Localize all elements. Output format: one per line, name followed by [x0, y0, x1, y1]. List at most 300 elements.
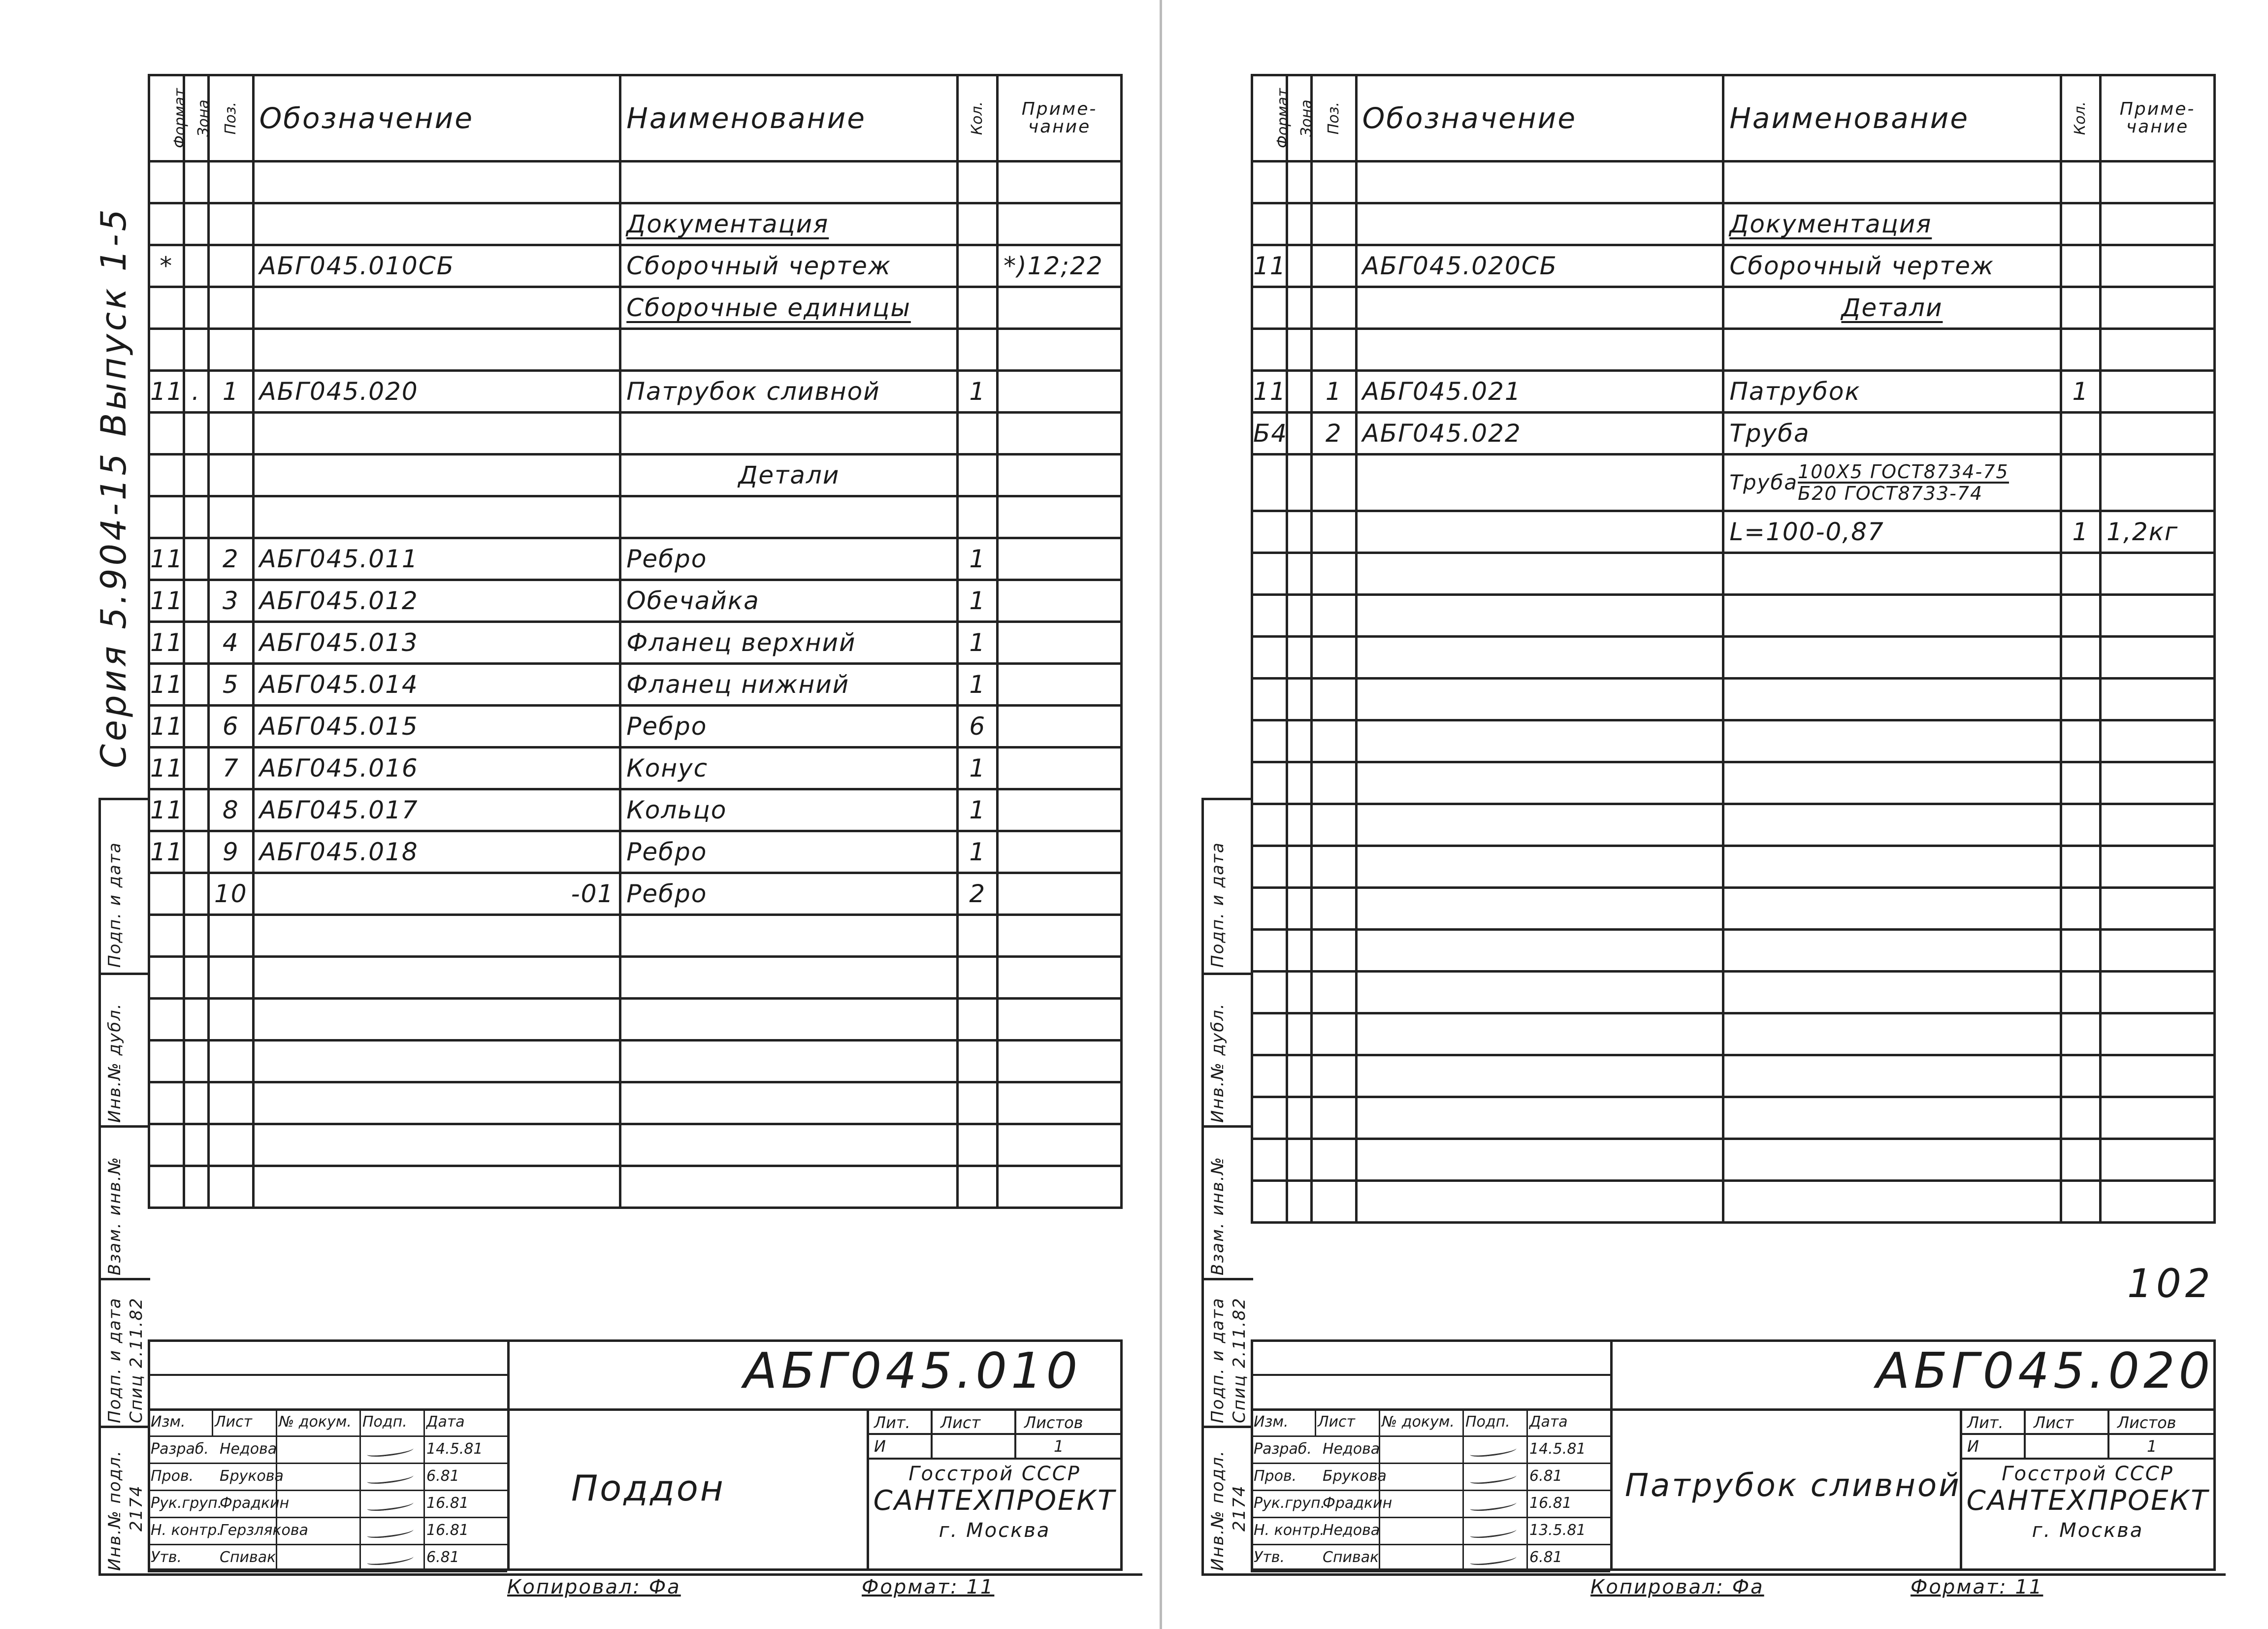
sidebar-inv: 2174: [127, 1485, 146, 1531]
cell-note: [2101, 1055, 2215, 1097]
cell-zone: [1287, 287, 1311, 329]
cell-name: Обечайка: [620, 580, 958, 622]
cell-zone: [1287, 1013, 1311, 1055]
cell-pos: [1311, 329, 1356, 371]
cell-name: Документация: [1723, 203, 2061, 245]
tube-bottom: Б20 ГОСТ8733-74: [1798, 483, 1983, 504]
org-ministry: Госстрой СССР: [2002, 1463, 2174, 1485]
cell-pos: [1311, 720, 1356, 762]
cell-pos: [1311, 762, 1356, 804]
cell-pos: 5: [208, 664, 253, 706]
col-zone: Зона: [184, 75, 208, 162]
cell-note: [998, 496, 1122, 538]
cell-name: [1723, 455, 2061, 511]
cell-zone: [184, 329, 208, 371]
cell-note: [2101, 637, 2215, 679]
cell-zone: [184, 1082, 208, 1124]
lit-value: И: [1967, 1437, 1979, 1456]
cell-format: 11: [149, 748, 184, 789]
cell-name: Труба: [1723, 413, 2061, 455]
cell-note: [998, 455, 1122, 496]
stamp-date: 16.81: [1529, 1495, 1572, 1512]
col-pos: Поз.: [208, 75, 253, 162]
cell-note: [998, 915, 1122, 957]
cell-designation: [253, 1166, 620, 1208]
sidebar-label: Подп. и дата: [1208, 842, 1228, 968]
cell-designation: [1356, 888, 1723, 930]
table-row: [149, 413, 1122, 455]
table-row: [149, 706, 1122, 748]
stamp-person: Спивак: [220, 1549, 276, 1566]
cell-qty: 1: [958, 538, 998, 580]
table-row: [1252, 371, 2215, 413]
cell-note: [998, 1041, 1122, 1082]
cell-note: [998, 371, 1122, 413]
cell-name: [1723, 888, 2061, 930]
cell-name: [1723, 637, 2061, 679]
cell-note: [998, 999, 1122, 1041]
cell-name: [620, 957, 958, 999]
cell-name: [620, 915, 958, 957]
cell-qty: [958, 245, 998, 287]
cell-designation: [1356, 1055, 1723, 1097]
cell-note: [2101, 804, 2215, 846]
sheet-label: Лист: [940, 1413, 981, 1432]
cell-name: [620, 1082, 958, 1124]
cell-note: [998, 580, 1122, 622]
cell-zone: [1287, 413, 1311, 455]
cell-name: [1723, 804, 2061, 846]
table-row: [1252, 413, 2215, 455]
page-fold: [1160, 0, 1162, 1629]
cell-name: Сборочный чертеж: [1723, 245, 2061, 287]
cell-qty: [2061, 720, 2101, 762]
stamp-col-header: Подп.: [362, 1413, 407, 1431]
col-qty: Кол.: [958, 75, 998, 162]
table-row: [149, 538, 1122, 580]
cell-format: [1252, 1181, 1287, 1223]
stamp-col-header: Изм.: [151, 1413, 186, 1431]
cell-zone: [184, 203, 208, 245]
cell-pos: [1311, 595, 1356, 637]
cell-zone: [184, 706, 208, 748]
table-row: [1252, 1139, 2215, 1181]
cell-qty: [2061, 1055, 2101, 1097]
cell-note: [998, 706, 1122, 748]
cell-qty: [958, 957, 998, 999]
stamp-col-header: Изм.: [1254, 1413, 1289, 1431]
cell-pos: [1311, 162, 1356, 203]
cell-format: 11: [149, 622, 184, 664]
cell-designation: [253, 329, 620, 371]
spec-table: [1251, 74, 2216, 1224]
cell-name: [620, 496, 958, 538]
cell-name: [620, 1041, 958, 1082]
cell-designation: [1356, 637, 1723, 679]
cell-note: [998, 413, 1122, 455]
sidebar-label: Взам. инв.№: [105, 1156, 125, 1275]
cell-zone: [1287, 1181, 1311, 1223]
cell-note: *)12;22: [998, 245, 1122, 287]
col-designation: Обозначение: [253, 75, 620, 162]
cell-designation: [1356, 162, 1723, 203]
table-row: [149, 371, 1122, 413]
cell-name: [1723, 846, 2061, 888]
cell-zone: [184, 664, 208, 706]
cell-designation: [1356, 846, 1723, 888]
sheets-label: Листов: [1024, 1413, 1083, 1432]
cell-qty: 6: [958, 706, 998, 748]
cell-zone: [1287, 203, 1311, 245]
cell-note: [998, 789, 1122, 831]
lit-label: Лит.: [874, 1413, 910, 1432]
cell-zone: [184, 496, 208, 538]
cell-format: [149, 1082, 184, 1124]
sheet-format: Формат: 11: [1911, 1576, 2043, 1598]
cell-name: Фланец нижний: [620, 664, 958, 706]
cell-name: Фланец верхний: [620, 622, 958, 664]
cell-qty: 1: [958, 664, 998, 706]
table-row: [1252, 1181, 2215, 1223]
drawing-title: Патрубок сливной: [1625, 1467, 1961, 1504]
signature-scribble: [366, 1472, 414, 1485]
cell-note: [998, 1166, 1122, 1208]
cell-zone: [184, 873, 208, 915]
cell-format: 11: [149, 538, 184, 580]
cell-designation: АБГ045.020: [253, 371, 620, 413]
tube-fraction: [1798, 462, 2009, 503]
cell-format: [1252, 972, 1287, 1013]
table-row: [1252, 762, 2215, 804]
signature-scribble: [366, 1526, 414, 1539]
cell-qty: [958, 455, 998, 496]
cell-zone: [1287, 371, 1311, 413]
cell-qty: [958, 162, 998, 203]
cell-format: [1252, 455, 1287, 511]
cell-zone: [1287, 511, 1311, 553]
cell-name: Конус: [620, 748, 958, 789]
cell-qty: [2061, 637, 2101, 679]
cell-designation: [1356, 329, 1723, 371]
cell-name: Детали: [620, 455, 958, 496]
archive-sidebar: [98, 798, 150, 1576]
org-city: г. Москва: [2032, 1519, 2144, 1542]
cell-zone: [184, 622, 208, 664]
table-row: [149, 789, 1122, 831]
cell-name: [1723, 930, 2061, 972]
cell-format: 11: [149, 831, 184, 873]
tube-top: 100Х5 ГОСТ8734-75: [1798, 461, 2009, 483]
cell-qty: [958, 999, 998, 1041]
stamp-date: 16.81: [426, 1522, 469, 1539]
cell-zone: [184, 1041, 208, 1082]
cell-pos: [1311, 203, 1356, 245]
cell-pos: [208, 1041, 253, 1082]
cell-qty: [958, 203, 998, 245]
left-sheet: [94, 0, 1123, 1629]
org-city: г. Москва: [939, 1519, 1051, 1542]
cell-zone: [1287, 972, 1311, 1013]
cell-pos: [208, 245, 253, 287]
table-row: [149, 957, 1122, 999]
cell-designation: АБГ045.021: [1356, 371, 1723, 413]
cell-zone: [1287, 1139, 1311, 1181]
cell-note: [998, 287, 1122, 329]
cell-pos: 2: [208, 538, 253, 580]
cell-qty: [958, 1166, 998, 1208]
cell-qty: [2061, 553, 2101, 595]
col-name: Наименование: [620, 75, 958, 162]
cell-note: [2101, 553, 2215, 595]
stamp-role: Пров.: [151, 1467, 194, 1485]
org-name: САНТЕХПРОЕКТ: [873, 1485, 1116, 1517]
cell-zone: [1287, 679, 1311, 720]
cell-zone: [1287, 720, 1311, 762]
cell-designation: АБГ045.016: [253, 748, 620, 789]
cell-name: [620, 329, 958, 371]
cell-format: [1252, 511, 1287, 553]
cell-designation: [1356, 1139, 1723, 1181]
cell-zone: [184, 455, 208, 496]
cell-qty: [2061, 762, 2101, 804]
cell-format: [1252, 846, 1287, 888]
table-row: [1252, 455, 2215, 511]
cell-designation: АБГ045.013: [253, 622, 620, 664]
cell-format: [149, 1041, 184, 1082]
cell-pos: 9: [208, 831, 253, 873]
cell-format: [1252, 203, 1287, 245]
cell-qty: [2061, 245, 2101, 287]
cell-qty: [958, 1041, 998, 1082]
cell-qty: [2061, 1139, 2101, 1181]
cell-name: [620, 1124, 958, 1166]
cell-pos: [208, 329, 253, 371]
col-designation: Обозначение: [1356, 75, 1723, 162]
cell-designation: [1356, 553, 1723, 595]
cell-designation: [253, 1041, 620, 1082]
cell-format: [149, 999, 184, 1041]
cell-zone: [1287, 888, 1311, 930]
cell-note: [2101, 245, 2215, 287]
col-name: Наименование: [1723, 75, 2061, 162]
drawing-code: АБГ045.010: [744, 1342, 1082, 1400]
signature-scribble: [1469, 1553, 1517, 1566]
tube-spec: [1729, 461, 2009, 504]
cell-zone: [1287, 930, 1311, 972]
sheets-label: Листов: [2117, 1413, 2176, 1432]
table-row: [1252, 595, 2215, 637]
stamp-date: 14.5.81: [1529, 1440, 1586, 1458]
cell-format: [1252, 804, 1287, 846]
cell-designation: [1356, 1097, 1723, 1139]
cell-note: [2101, 1013, 2215, 1055]
stamp-role: Рук.груп.: [151, 1495, 223, 1512]
cell-name: [620, 162, 958, 203]
cell-note: [2101, 720, 2215, 762]
cell-format: [149, 455, 184, 496]
stamp-col-header: Подп.: [1465, 1413, 1510, 1431]
tube-prefix: Труба: [1729, 470, 1798, 494]
cell-format: [1252, 679, 1287, 720]
stamp-date: 13.5.81: [1529, 1522, 1586, 1539]
signature-scribble: [366, 1553, 414, 1566]
cell-designation: [1356, 1181, 1723, 1223]
cell-name: [620, 999, 958, 1041]
stamp-role: Разраб.: [151, 1440, 209, 1458]
cell-note: [2101, 162, 2215, 203]
cell-pos: [208, 1124, 253, 1166]
cell-name: [1723, 972, 2061, 1013]
cell-format: 11: [149, 664, 184, 706]
cell-note: [2101, 1097, 2215, 1139]
lit-label: Лит.: [1967, 1413, 2004, 1432]
cell-qty: 1: [958, 580, 998, 622]
stamp-date: 6.81: [426, 1549, 459, 1566]
stamp-person: Недова: [220, 1440, 277, 1458]
cell-name: [1723, 595, 2061, 637]
stamp-role: Утв.: [1254, 1549, 1285, 1566]
archive-sidebar: [1201, 798, 1253, 1576]
cell-qty: [2061, 329, 2101, 371]
cell-note: [2101, 888, 2215, 930]
cell-qty: [2061, 413, 2101, 455]
cell-name: Ребро: [620, 873, 958, 915]
stamp-date: 14.5.81: [426, 1440, 483, 1458]
table-row: [149, 748, 1122, 789]
stamp-person: Спивак: [1323, 1549, 1379, 1566]
table-row: [1252, 553, 2215, 595]
cell-format: [1252, 637, 1287, 679]
cell-pos: [1311, 1013, 1356, 1055]
cell-note: [2101, 413, 2215, 455]
cell-name: [620, 1166, 958, 1208]
cell-note: [2101, 203, 2215, 245]
cell-qty: 1: [2061, 511, 2101, 553]
cell-format: [149, 1124, 184, 1166]
table-row: [149, 245, 1122, 287]
cell-designation: АБГ045.017: [253, 789, 620, 831]
cell-zone: [184, 580, 208, 622]
lit-value: И: [874, 1437, 886, 1456]
cell-zone: [184, 789, 208, 831]
sheet-format: Формат: 11: [862, 1576, 995, 1598]
table-row: [149, 496, 1122, 538]
table-row: [149, 580, 1122, 622]
cell-name: Документация: [620, 203, 958, 245]
sidebar-date: Спиц 2.11.82: [1230, 1297, 1249, 1423]
cell-qty: [2061, 455, 2101, 511]
table-row: [149, 329, 1122, 371]
cell-format: 11: [149, 371, 184, 413]
cell-pos: [208, 162, 253, 203]
cell-zone: [1287, 637, 1311, 679]
sheet-label: Лист: [2034, 1413, 2074, 1432]
cell-format: 11: [1252, 245, 1287, 287]
signature-scribble: [366, 1445, 414, 1458]
stamp-col-header: Дата: [426, 1413, 465, 1431]
table-row: [149, 1124, 1122, 1166]
cell-pos: 7: [208, 748, 253, 789]
cell-qty: [958, 1082, 998, 1124]
cell-pos: [208, 957, 253, 999]
cell-name: Патрубок сливной: [620, 371, 958, 413]
cell-designation: [1356, 972, 1723, 1013]
cell-designation: [1356, 595, 1723, 637]
cell-pos: [208, 203, 253, 245]
cell-note: [998, 957, 1122, 999]
cell-format: [149, 287, 184, 329]
cell-pos: 10: [208, 873, 253, 915]
cell-qty: [2061, 287, 2101, 329]
cell-name: [1723, 762, 2061, 804]
cell-designation: [253, 162, 620, 203]
cell-designation: [1356, 762, 1723, 804]
cell-format: 11: [149, 789, 184, 831]
sidebar-label: Взам. инв.№: [1208, 1156, 1228, 1275]
cell-pos: 1: [208, 371, 253, 413]
table-row: [1252, 1097, 2215, 1139]
cell-note: [998, 748, 1122, 789]
sidebar-label: Подп. и дата: [105, 842, 125, 968]
cell-format: 11: [149, 580, 184, 622]
stamp-grid: [1251, 1408, 1610, 1571]
cell-format: [149, 203, 184, 245]
cell-pos: 2: [1311, 413, 1356, 455]
cell-qty: [958, 287, 998, 329]
col-zone: Зона: [1287, 75, 1311, 162]
cell-name: [1723, 679, 2061, 720]
col-pos: Поз.: [1311, 75, 1356, 162]
cell-qty: 2: [958, 873, 998, 915]
table-row: [1252, 511, 2215, 553]
cell-note: [998, 622, 1122, 664]
cell-qty: [2061, 679, 2101, 720]
cell-zone: [1287, 1055, 1311, 1097]
cell-name: Детали: [1723, 287, 2061, 329]
cell-zone: [184, 999, 208, 1041]
cell-qty: [2061, 930, 2101, 972]
cell-designation: АБГ045.018: [253, 831, 620, 873]
cell-format: 11: [1252, 371, 1287, 413]
org-ministry: Госстрой СССР: [908, 1463, 1081, 1485]
table-row: [1252, 804, 2215, 846]
cell-name: Ребро: [620, 538, 958, 580]
cell-format: [149, 413, 184, 455]
cell-pos: [1311, 511, 1356, 553]
cell-zone: [184, 957, 208, 999]
cell-name: [1723, 1013, 2061, 1055]
cell-zone: [184, 538, 208, 580]
cell-qty: [2061, 1013, 2101, 1055]
drawing-code: АБГ045.020: [1876, 1342, 2214, 1400]
stamp-person: Фрадкин: [220, 1495, 290, 1512]
cell-zone: [184, 1124, 208, 1166]
cell-qty: [2061, 888, 2101, 930]
cell-note: [998, 203, 1122, 245]
cell-name: [1723, 1097, 2061, 1139]
cell-designation: АБГ045.010СБ: [253, 245, 620, 287]
cell-zone: [1287, 1097, 1311, 1139]
stamp-person: Фрадкин: [1323, 1495, 1393, 1512]
cell-pos: [208, 1082, 253, 1124]
cell-qty: [958, 413, 998, 455]
cell-name: [1723, 720, 2061, 762]
cell-zone: [184, 287, 208, 329]
drawing-title: Поддон: [571, 1467, 725, 1509]
cell-name: [1723, 1181, 2061, 1223]
cell-note: [998, 873, 1122, 915]
cell-pos: [208, 915, 253, 957]
